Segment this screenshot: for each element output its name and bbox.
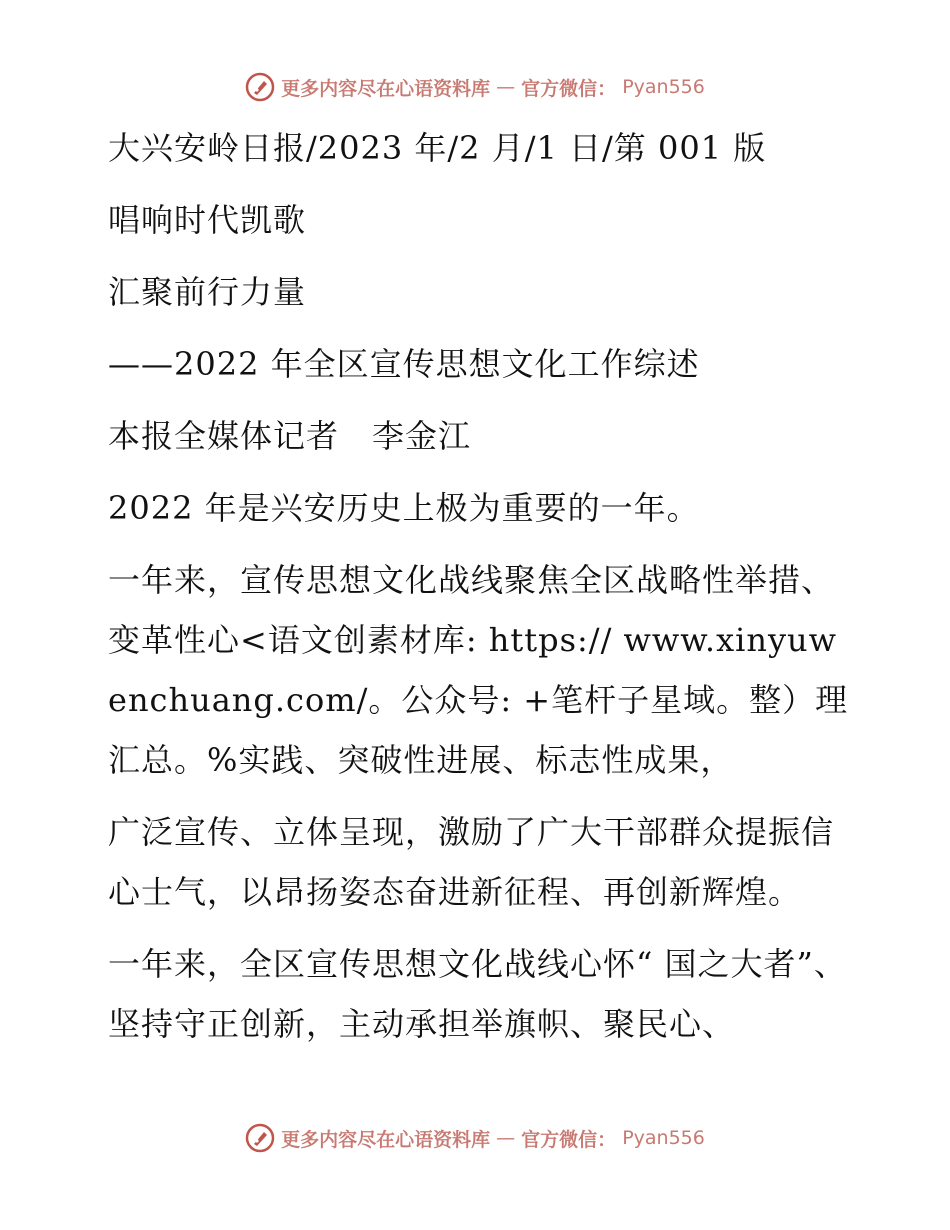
watermark-separator: —: [496, 1127, 516, 1149]
watermark-wechat-id: Pyan556: [622, 1127, 705, 1149]
pen-nib-logo-icon: [245, 1123, 275, 1153]
watermark-wechat-label: 官方微信：: [521, 1128, 617, 1151]
footer-watermark: [0, 1123, 950, 1153]
article-body: [96, 118, 856, 1066]
watermark-text: 更多内容尽在心语资料库: [281, 77, 491, 100]
headline-line-1: 唱响时代凯歌: [108, 201, 307, 239]
watermark-text: 更多内容尽在心语资料库: [281, 1128, 491, 1151]
subtitle: ——2022 年全区宣传思想文化工作综述: [108, 345, 700, 383]
dateline: 大兴安岭日报/2023 年/2 月/1 日/第 001 版: [108, 129, 767, 167]
headline-line-2: 汇聚前行力量: [108, 273, 307, 311]
paragraph-1: 2022 年是兴安历史上极为重要的一年。: [108, 489, 700, 527]
paragraph-2: 一年来，宣传思想文化战线聚焦全区战略性举措、变革性心<语文创素材库: https:// www.xinyuwenchuang.com/。公众号: +笔杆子星域。整）理汇总。%实践、突破性进展、标志性成果，: [108, 561, 849, 779]
paragraph-3: 广泛宣传、立体呈现，激励了广大干部群众提振信心士气，以昂扬姿态奋进新征程、再创新辉煌。: [108, 813, 835, 911]
watermark-wechat-label: 官方微信：: [521, 77, 617, 100]
watermark-wechat-id: Pyan556: [622, 76, 705, 98]
byline: 本报全媒体记者 李金江: [108, 417, 472, 455]
header-watermark: [0, 72, 950, 102]
paragraph-4: 一年来，全区宣传思想文化战线心怀“ 国之大者”、坚持守正创新，主动承担举旗帜、聚民心、: [108, 945, 847, 1043]
pen-nib-logo-icon: [245, 72, 275, 102]
watermark-separator: —: [496, 76, 516, 98]
